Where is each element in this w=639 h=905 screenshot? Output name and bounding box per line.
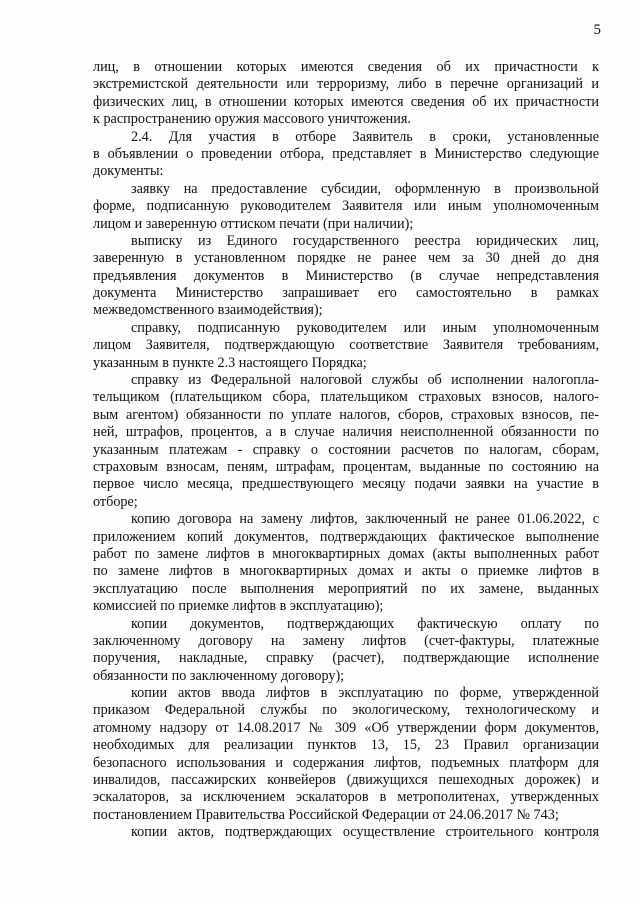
text-line: экстремистской деятельности или терроризму, либо в перечне организаций и: [93, 76, 599, 93]
text-line: первое число месяца, предшествующего месяцу подачи заявки на участие в: [93, 476, 599, 493]
text-line: копии актов ввода лифтов в эксплуатацию по форме, утвержденной: [131, 685, 599, 702]
text-line: физических лиц, в отношении которых имеются сведения об их причастности: [93, 93, 599, 110]
text-line: указанным в пункте 2.3 настоящего Порядка;: [93, 354, 367, 371]
text-line: справку из Федеральной налоговой службы об исполнении налогопла-: [131, 372, 599, 389]
text-line: инвалидов, пассажирских конвейеров (движущихся пешеходных дорожек) и: [93, 772, 599, 789]
text-line: безопасного использования и содержания лифтов, подъемных платформ для: [93, 754, 599, 771]
text-line: указанным платежам - справку о состоянии расчетов по налогам, сборам,: [93, 441, 599, 458]
text-line: комиссией по приемке лифтов в эксплуатацию);: [93, 598, 384, 615]
text-line: лиц, в отношении которых имеются сведения об их причастности к: [93, 59, 599, 75]
text-line: эскалаторов, за исключением эскалаторов в метрополитенах, утвержденных: [93, 789, 599, 806]
text-line: заявку на предоставление субсидии, оформленную в произвольной: [131, 180, 599, 197]
text-line: отборе;: [93, 493, 138, 510]
text-line: приказом Федеральной службы по экологическому, технологическому и: [93, 702, 599, 719]
text-line: копию договора на замену лифтов, заключенный не ранее 01.06.2022, с: [131, 511, 599, 528]
page-number: 5: [593, 22, 601, 38]
text-line: лицом и заверенную оттиском печати (при наличии);: [93, 215, 414, 232]
text-line: ней, штрафов, процентов, а в случае наличия неисполненной обязанности по: [93, 424, 599, 441]
text-line: лицом Заявителя, подтверждающую соответствие Заявителя требованиям,: [93, 337, 599, 354]
text-line: к распространению оружия массового уничтожения.: [93, 111, 411, 128]
text-line: межведомственного взаимодействия);: [93, 302, 323, 319]
text-line: атомному надзору от 14.08.2017 № 309 «Об утверждении форм документов,: [93, 719, 599, 736]
text-line: копии документов, подтверждающих фактическую оплату по: [131, 615, 599, 632]
text-line: тельщиком (плательщиком сбора, плательщиком страховых взносов, налого-: [93, 389, 599, 406]
text-line: поручения, накладные, справку (расчет), подтверждающие исполнение: [93, 650, 599, 667]
text-line: страховым взносам, пеням, штрафам, процентам, выданные по состоянию на: [93, 458, 599, 475]
text-line: справку, подписанную руководителем или иным уполномоченным: [131, 319, 599, 336]
text-line: необходимых для реализации пунктов 13, 15, 23 Правил организации: [93, 737, 599, 754]
text-line: предъявления документов в Министерство (в случае непредставления: [93, 267, 599, 284]
text-line: вым агентом) обязанности по уплате налогов, сборов, страховых взносов, пе-: [93, 406, 599, 423]
document-body: [93, 59, 599, 842]
text-line: эксплуатацию после выполнения мероприятий по их замене, выданных: [93, 580, 599, 597]
text-line: документа Министерство запрашивает его самостоятельно в рамках: [93, 285, 599, 302]
text-line: заключенному договору на замену лифтов (счет-фактуры, платежные: [93, 632, 599, 649]
text-line: копии актов, подтверждающих осуществление строительного контроля: [131, 824, 599, 841]
text-line: работ по замене лифтов в многоквартирных домах (акты выполненных работ: [93, 545, 599, 562]
text-line: по замене лифтов в многоквартирных домах и акты о приемке лифтов в: [93, 563, 599, 580]
text-line: 2.4. Для участия в отборе Заявитель в сроки, установленные: [131, 128, 599, 145]
text-line: документы:: [93, 163, 164, 180]
text-line: форме, подписанную руководителем Заявителя или иным уполномоченным: [93, 198, 599, 215]
text-line: выписку из Единого государственного реестра юридических лиц,: [131, 232, 599, 249]
text-line: обязанности по заключенному договору);: [93, 667, 345, 684]
text-line: приложением копий документов, подтверждающих фактическое выполнение: [93, 528, 599, 545]
text-line: в объявлении о проведении отбора, представляет в Министерство следующие: [93, 145, 599, 162]
text-line: постановлением Правительства Российской Федерации от 24.06.2017 № 743;: [93, 806, 559, 823]
text-line: заверенную в установленном порядке не ранее чем за 30 дней до дня: [93, 250, 599, 267]
